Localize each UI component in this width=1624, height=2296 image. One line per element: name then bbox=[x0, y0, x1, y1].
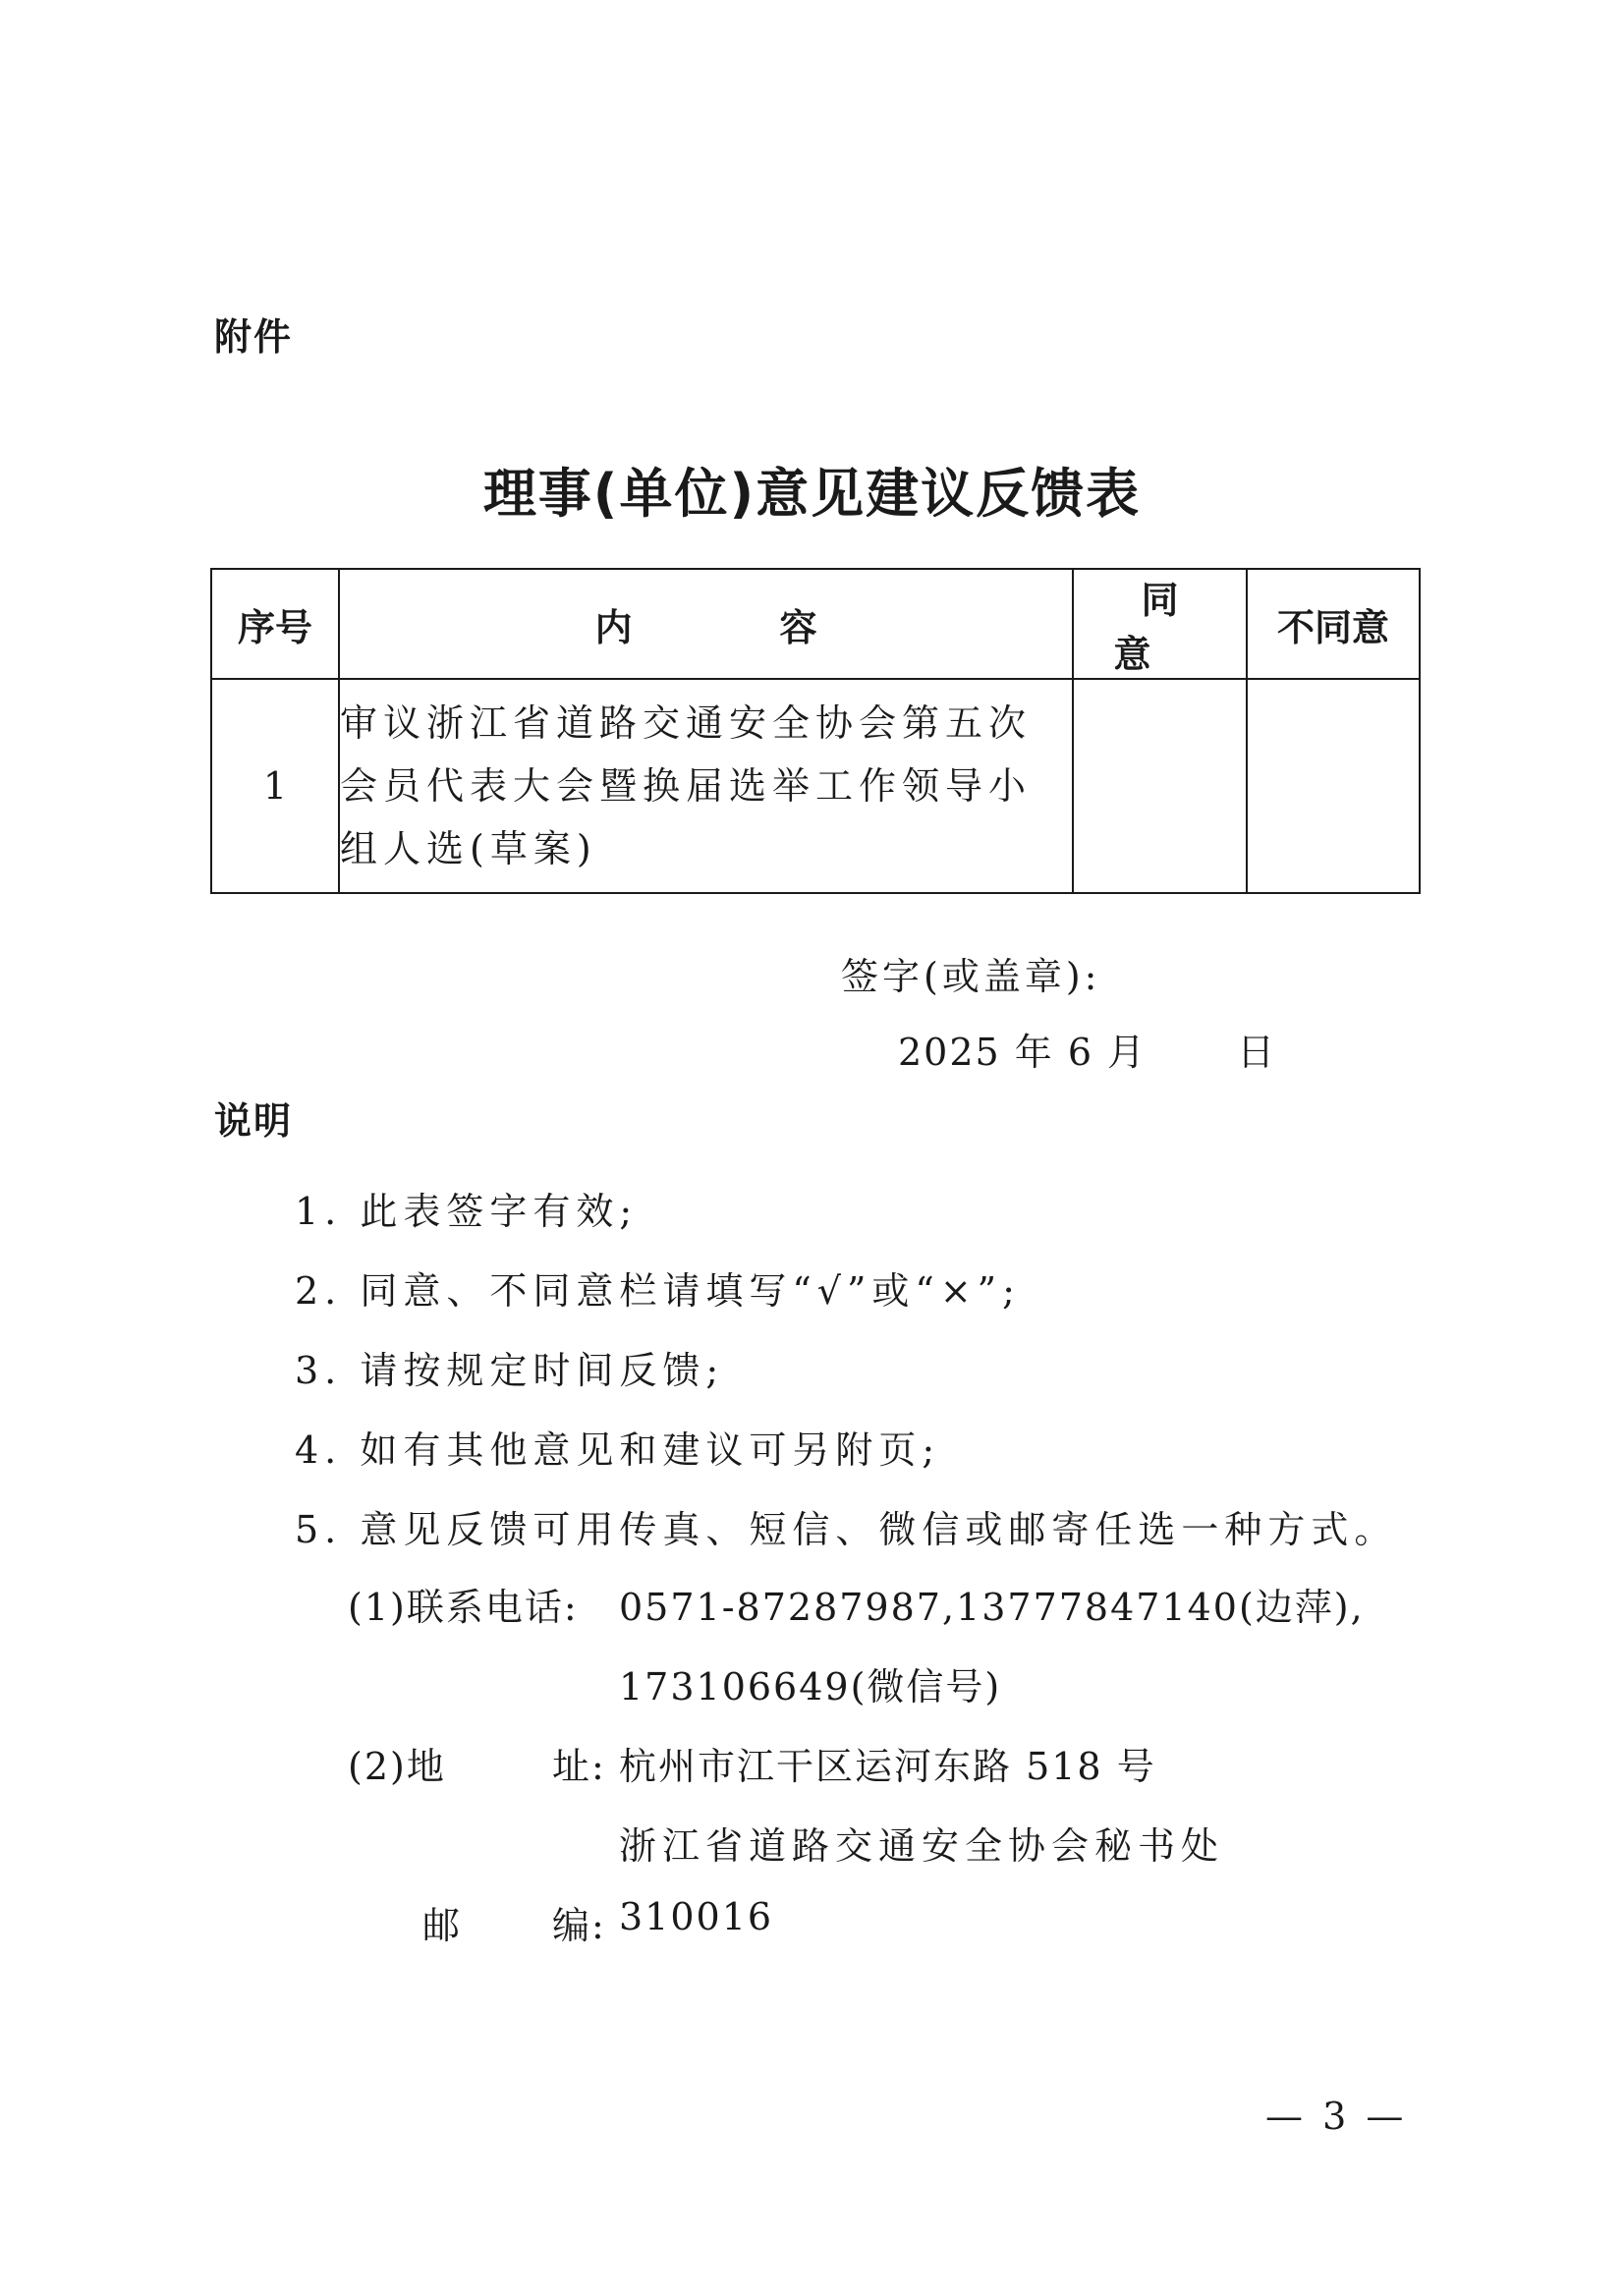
header-content bbox=[339, 569, 1073, 679]
note-item: 5. 意见反馈可用传真、短信、微信或邮寄任选一种方式。 bbox=[295, 1508, 1398, 1551]
date-day: 日 bbox=[1237, 1031, 1277, 1074]
header-agree-label: 同意 bbox=[1113, 579, 1234, 676]
wechat-value: 173106649(微信号) bbox=[619, 1665, 1002, 1708]
address-label-end: 址: bbox=[552, 1745, 606, 1788]
header-seq: 序号 bbox=[211, 569, 339, 679]
row-seq: 1 bbox=[211, 679, 339, 893]
row-disagree-cell[interactable] bbox=[1247, 679, 1420, 893]
postcode-label-start: 邮 bbox=[422, 1904, 463, 1947]
page-title: 理事(单位)意见建议反馈表 bbox=[482, 463, 1142, 525]
feedback-table bbox=[210, 568, 1421, 894]
notes-heading: 说明 bbox=[214, 1099, 294, 1143]
note-item: 4. 如有其他意见和建议可另附页; bbox=[295, 1428, 941, 1472]
row-content: 审议浙江省道路交通安全协会第五次会员代表大会暨换届选举工作领导小组人选(草案) bbox=[339, 679, 1073, 893]
phone-value: 0571-87287987,13777847140(边萍), bbox=[619, 1586, 1365, 1629]
table-row bbox=[211, 679, 1420, 893]
date-line bbox=[898, 1022, 1276, 1076]
postcode-value: 310016 bbox=[619, 1895, 774, 1938]
header-content-label: 内容 bbox=[594, 605, 965, 649]
address-value: 杭州市江干区运河东路 518 号 bbox=[619, 1745, 1156, 1788]
address-label-start: (2)地 bbox=[348, 1745, 446, 1788]
phone-label: (1)联系电话: bbox=[348, 1586, 579, 1629]
header-disagree: 不同意 bbox=[1247, 569, 1420, 679]
address-org: 浙江省道路交通安全协会秘书处 bbox=[619, 1824, 1225, 1868]
note-item: 2. 同意、不同意栏请填写“√”或“×”; bbox=[295, 1269, 1021, 1313]
annex-label: 附件 bbox=[214, 315, 294, 359]
date-year-month: 2025 年 6 月 bbox=[898, 1031, 1148, 1074]
table-header-row bbox=[211, 569, 1420, 679]
header-agree bbox=[1073, 569, 1247, 679]
signature-label: 签字(或盖章): bbox=[841, 955, 1101, 998]
row-agree-cell[interactable] bbox=[1073, 679, 1247, 893]
page-number: — 3 — bbox=[1265, 2095, 1408, 2138]
postcode-label-end: 编: bbox=[552, 1904, 606, 1947]
note-item: 1. 此表签字有效; bbox=[295, 1190, 639, 1233]
note-item: 3. 请按规定时间反馈; bbox=[295, 1349, 725, 1392]
